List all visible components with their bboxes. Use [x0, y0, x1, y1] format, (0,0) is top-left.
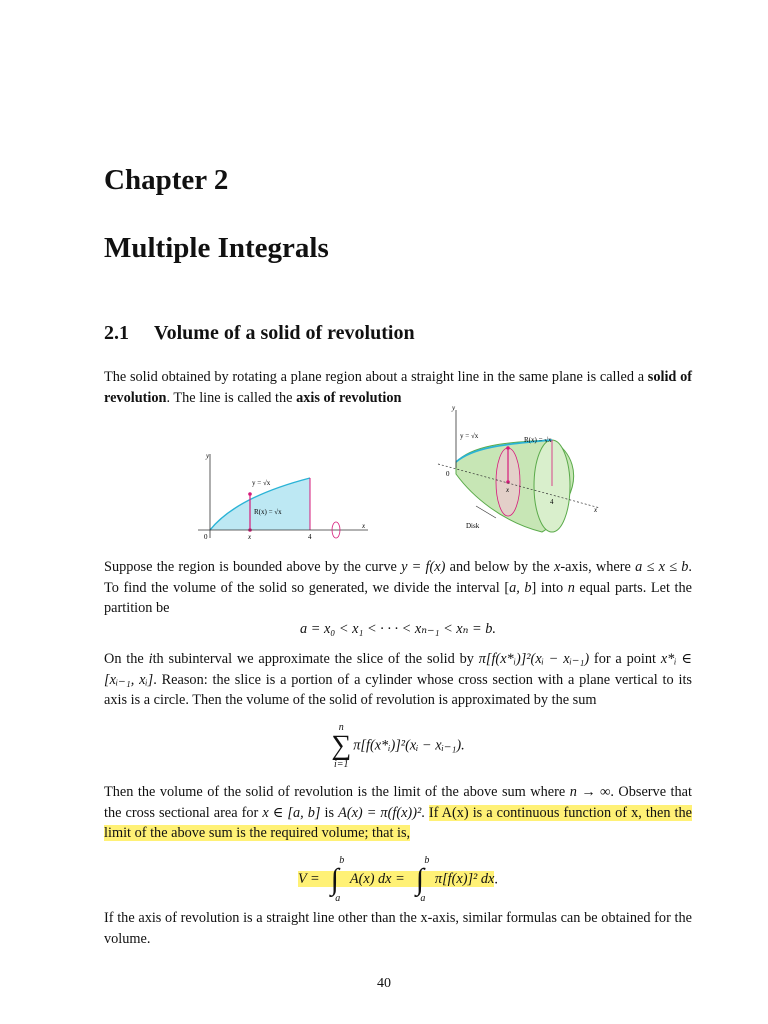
- integral-upper: b: [424, 855, 430, 866]
- math-interval: a, b: [509, 579, 532, 596]
- volume-formula: [104, 856, 692, 904]
- text: is: [320, 804, 339, 821]
- section-title: Volume of a solid of revolution: [154, 322, 415, 344]
- curve-label: y = √x: [252, 479, 271, 487]
- text: Suppose the region is bounded above by the curve: [104, 559, 402, 575]
- disk-top-point: [506, 446, 510, 450]
- term-solid-of-revolution: solid of revolution: [104, 369, 692, 406]
- math-area: A(x) = π(f(x))²: [338, 804, 422, 821]
- text: equal parts. Let the partition be: [104, 579, 692, 616]
- solid-x-label: x: [594, 506, 598, 514]
- term-axis-of-revolution: axis of revolution: [296, 389, 402, 406]
- solid-tick-0: 0: [446, 470, 450, 478]
- section-heading: [104, 322, 415, 345]
- tick-x: x: [248, 533, 252, 541]
- math-n: n: [567, 579, 575, 596]
- math-i: i: [148, 651, 153, 667]
- text: for a point: [589, 651, 661, 667]
- text: . To find the volume of the solid so generated, we divide the interval [: [104, 559, 692, 596]
- paragraph-slice: [104, 649, 692, 711]
- radius-top-point: [248, 492, 252, 496]
- solid-radius-label: R(x) = √x: [524, 436, 552, 444]
- text: Then the volume of the solid of revolution is the limit of the above sum where: [104, 784, 570, 800]
- tick-0: 0: [204, 533, 208, 541]
- chapter-label: Chapter 2: [104, 164, 229, 196]
- intro-text-2: . The line is called the: [166, 389, 297, 406]
- text: ] into: [531, 579, 568, 596]
- solid-curve-label: y = √x: [460, 432, 479, 440]
- paragraph-limit: [104, 782, 692, 844]
- x-axis-label: x: [362, 522, 366, 530]
- text: -axis, where: [560, 559, 636, 575]
- partition-text: a = x₀ < x₁ < · · · < xₙ₋₁ < xₙ = b.: [300, 621, 496, 637]
- solid-figure: [432, 402, 604, 538]
- math-domain: x ∈ [a, b]: [262, 804, 321, 821]
- solid-tick-4: 4: [550, 498, 554, 506]
- sigma-icon: ∑: [331, 730, 352, 761]
- volume-rhs: π[f(x)]² dx: [434, 871, 495, 888]
- integral-icon: [325, 856, 344, 904]
- math-curve: y = f(x): [401, 559, 446, 575]
- tick-4: 4: [308, 533, 312, 541]
- sum-body: π[f(x*ᵢ)]²(xᵢ − xᵢ₋₁).: [353, 737, 465, 754]
- disk-label: Disk: [466, 522, 480, 530]
- math-bounds: a ≤ x ≤ b: [635, 559, 689, 575]
- text: .: [421, 804, 429, 821]
- integral-lower: a: [335, 893, 341, 904]
- text: On the: [104, 651, 149, 667]
- integral-lower: a: [420, 893, 426, 904]
- volume-lhs: V =: [298, 871, 320, 888]
- intro-text: The solid obtained by rotating a plane region about a straight line in the same plane is called a: [104, 369, 648, 385]
- paragraph-region: [104, 557, 692, 619]
- math-point: x*ᵢ ∈ [xᵢ₋₁, xᵢ]: [104, 651, 692, 688]
- riemann-sum: [104, 722, 692, 770]
- paragraph-axis: If the axis of revolution is a straight line other than the x-axis, similar formulas can be obtained for the volume.: [104, 910, 692, 947]
- text: . Reason: the slice is a portion of a cylinder whose cross section with a plane vertical to its axis is a circle. Then the volume of the solid of revolution is approximated by the sum: [104, 671, 692, 708]
- integral-sign: ∫: [415, 863, 424, 896]
- sum-lower: i=1: [334, 759, 349, 770]
- math-limit: n → ∞: [569, 784, 611, 800]
- sum-symbol: [331, 722, 351, 770]
- text: and below by the: [445, 559, 554, 575]
- solid-tick-x: x: [506, 486, 510, 494]
- text: th subinterval we approximate the slice of the solid by: [152, 651, 479, 667]
- math-slice: π[f(x*ᵢ)]²(xᵢ − xᵢ₋₁): [478, 651, 590, 667]
- radius-label: R(x) = √x: [254, 508, 282, 516]
- chapter-title: Multiple Integrals: [104, 232, 329, 264]
- region-figure: [196, 448, 372, 544]
- sum-upper: n: [338, 722, 344, 733]
- integral-icon: [410, 856, 429, 904]
- volume-mid: A(x) dx =: [349, 871, 405, 888]
- integral-upper: b: [339, 855, 345, 866]
- partition-equation: [104, 621, 692, 638]
- volume-end: .: [494, 871, 498, 888]
- section-number: 2.1: [104, 322, 129, 344]
- page-number: 40: [377, 976, 391, 991]
- integral-sign: ∫: [330, 863, 339, 896]
- y-axis-label: y: [206, 452, 210, 460]
- highlighted-text: If A(x) is a continuous function of x, then the limit of the above sum is the required volume; that is,: [104, 804, 692, 841]
- volume-formula-highlight: [298, 855, 495, 904]
- math-x: x: [553, 559, 561, 575]
- solid-y-label: y: [452, 404, 456, 412]
- text: . Observe that the cross sectional area for: [104, 784, 692, 821]
